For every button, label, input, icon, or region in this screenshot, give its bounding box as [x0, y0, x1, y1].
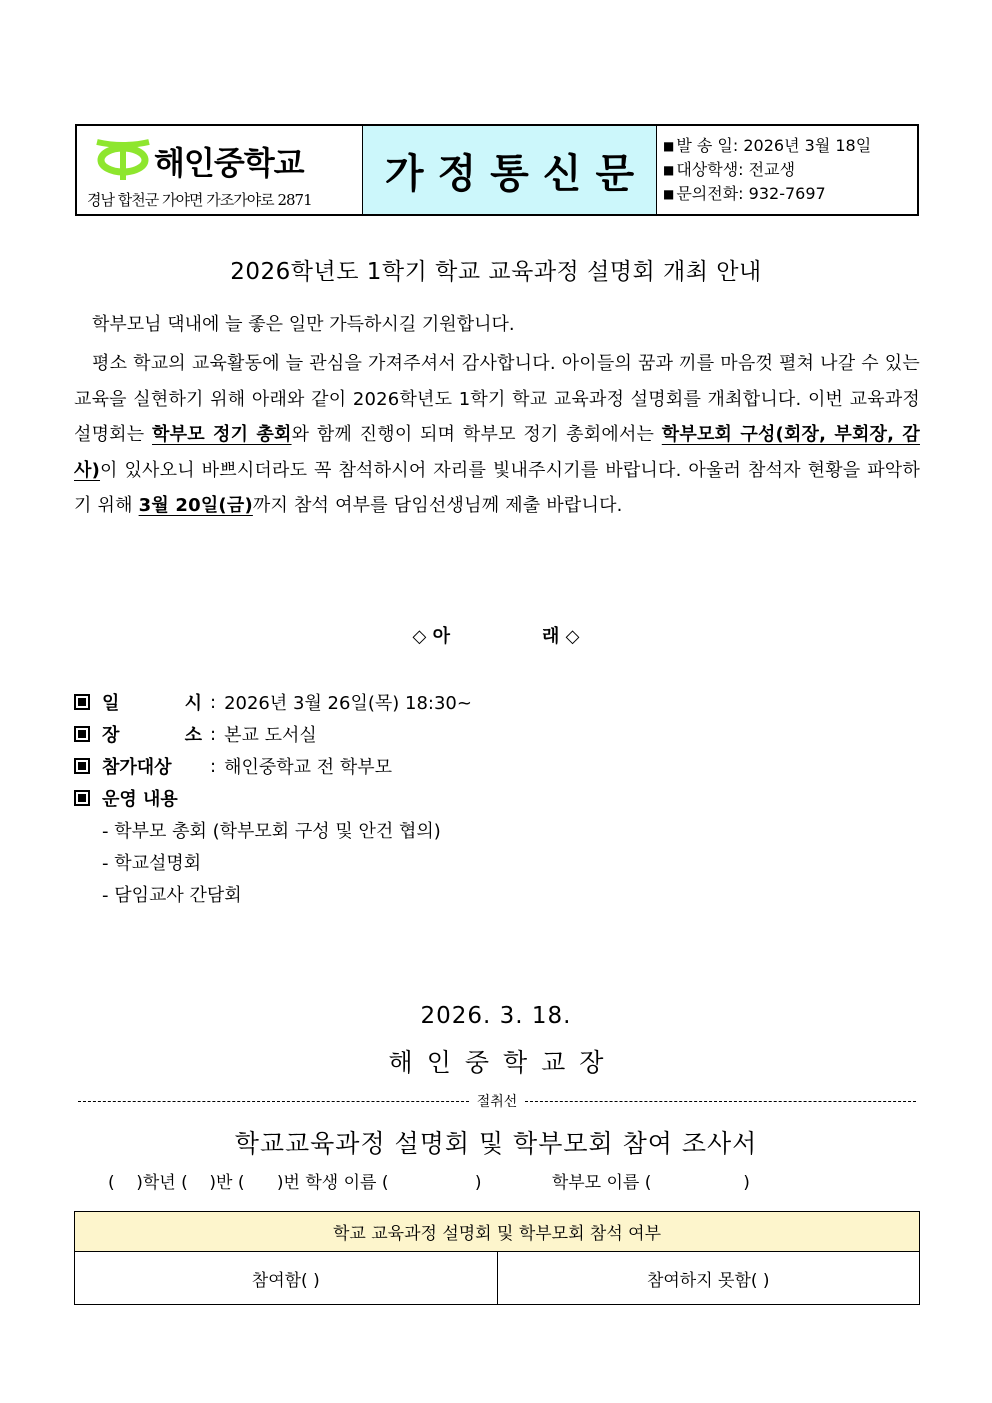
dashed-divider: [525, 1101, 916, 1102]
emphasis-general-meeting: 학부모 정기 총회: [152, 424, 292, 445]
checkbox-square-icon: [74, 790, 90, 806]
square-bullet-icon: ■: [663, 163, 675, 177]
attendance-table-header: 학교 교육과정 설명회 및 학부모회 참석 여부: [75, 1212, 920, 1252]
detail-location: 장 소 : 본교 도서실: [74, 718, 472, 750]
info-target: ■ 대상학생: 전교생: [663, 158, 917, 182]
dashed-divider: [78, 1101, 469, 1102]
newsletter-info: [657, 126, 917, 214]
document-title: 2026학년도 1학기 학교 교육과정 설명회 개최 안내: [230, 259, 762, 285]
emphasis-deadline: 3월 20일(금): [138, 495, 253, 516]
school-logo-cell: [77, 126, 363, 214]
program-item: - 담임교사 간담회: [102, 885, 242, 906]
option-attend[interactable]: 참여함( ): [75, 1252, 498, 1305]
info-send-date: ■ 발 송 일: 2026년 3월 18일: [663, 134, 917, 158]
newsletter-title-cell: [363, 126, 657, 214]
emphasis-committee: 학부모회 구성(회장, 부회장, 감사): [74, 424, 920, 481]
square-bullet-icon: ■: [663, 187, 675, 201]
survey-fill-fields[interactable]: ( )학년 ( )반 ( )번 학생 이름 ( ) 학부모 이름 ( ): [108, 1173, 750, 1193]
program-item: - 학부모 총회 (학부모회 구성 및 안건 협의): [102, 821, 441, 842]
program-item: - 학교설명회: [102, 853, 202, 874]
checkbox-square-icon: [74, 726, 90, 742]
info-phone: ■ 문의전화: 932-7697: [663, 182, 917, 206]
body-paragraph: 평소 학교의 교육활동에 늘 관심을 가져주셔서 감사합니다. 아이들의 꿈과 끼를 마음껏 펼쳐 나갈 수 있는 교육을 실현하기 위해 아래와 같이 2026학년도 1학기 학교 교육과정 설명회를 개최합니다. 이번 교육과정 설명회는 학부모 정기 총회와 함께 진행이 되며 학부모 정기 총회에서는 학부모회 구성(회장, 부회장, 감사)이 있사오니 바쁘시더라도 꼭 참석하시어 자리를 빛내주시기를 바랍니다. 아울러 참석자 현황을 파악하기 위해 3월 20일(금)까지 참석 여부를 담임선생님께 제출 바랍니다.: [74, 353, 920, 516]
cut-line: 절취선: [78, 1091, 916, 1111]
school-name: 해인중학교: [154, 144, 304, 182]
survey-title: 학교교육과정 설명회 및 학부모회 참여 조사서: [234, 1129, 758, 1158]
school-emblem-icon: [93, 136, 153, 180]
newsletter-header: [75, 124, 919, 216]
detail-audience: 참가대상 : 해인중학교 전 학부모: [74, 750, 472, 782]
event-details: [74, 686, 472, 910]
signature-date: 2026. 3. 18.: [420, 1003, 572, 1029]
checkbox-square-icon: [74, 758, 90, 774]
greeting-paragraph: 학부모님 댁내에 늘 좋은 일만 가득하시길 기원합니다.: [92, 314, 515, 335]
notice-heading: ◇ 아 래 ◇: [412, 626, 580, 647]
detail-datetime: 일 시 : 2026년 3월 26일(목) 18:30~: [74, 686, 472, 718]
detail-program: 운영 내용: [74, 782, 472, 814]
attendance-table: [74, 1211, 920, 1305]
square-bullet-icon: ■: [663, 139, 675, 153]
checkbox-square-icon: [74, 694, 90, 710]
school-address: 경남 합천군 가야면 가조가야로 2871: [87, 191, 312, 209]
signatory: 해인중학교장: [388, 1048, 618, 1077]
newsletter-title: 가정통신문: [384, 150, 649, 197]
option-absent[interactable]: 참여하지 못함( ): [497, 1252, 920, 1305]
